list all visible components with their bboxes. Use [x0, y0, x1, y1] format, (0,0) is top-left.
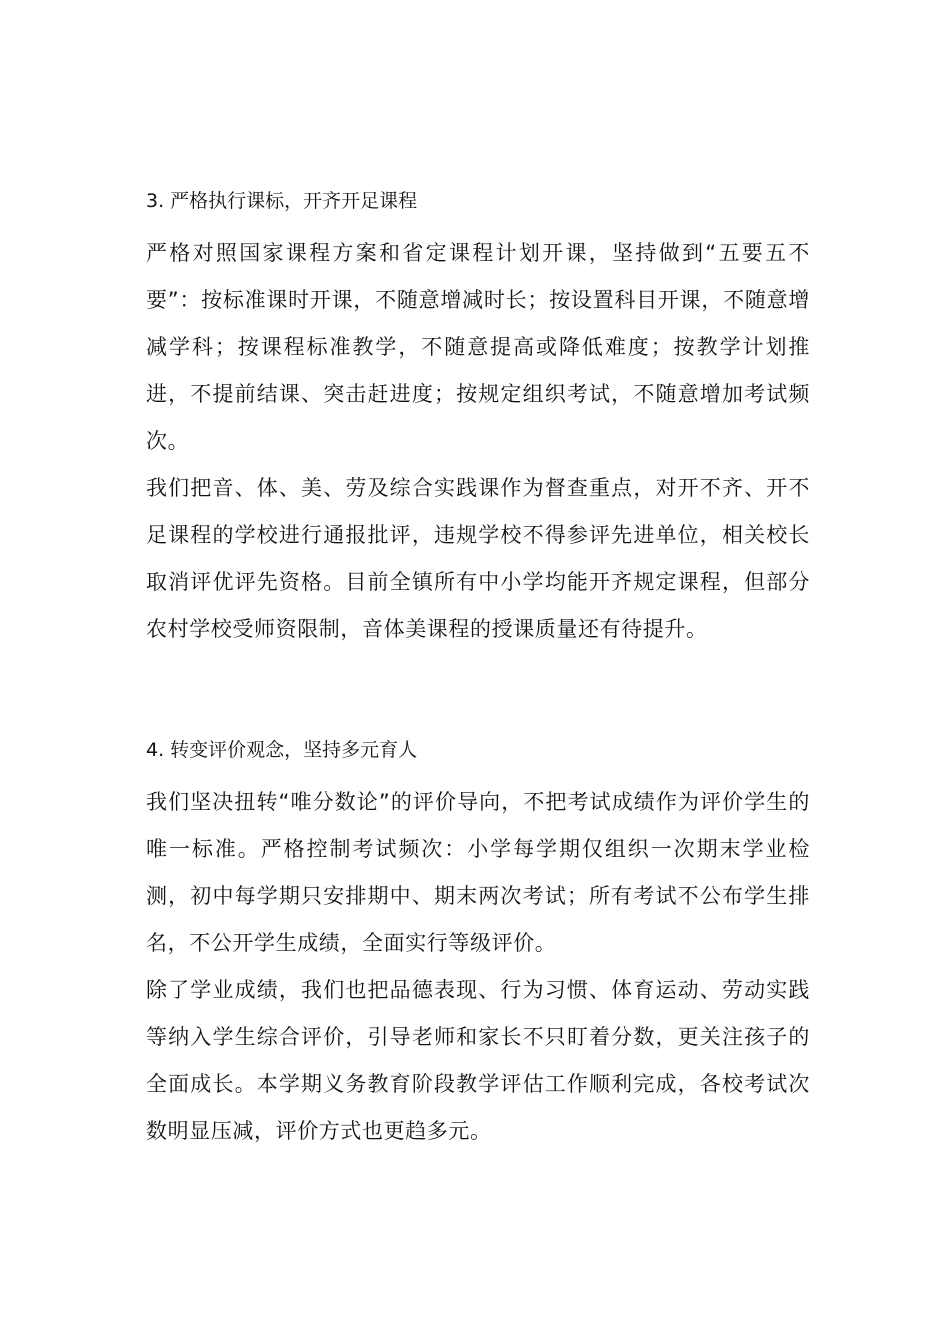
section-curriculum	[146, 181, 810, 653]
section-evaluation	[146, 730, 810, 1155]
section-heading: 4. 转变评价观念，坚持多元育人	[146, 739, 418, 761]
section-heading: 3. 严格执行课标，开齐开足课程	[146, 190, 418, 212]
paragraph: 严格对照国家课程方案和省定课程计划开课，坚持做到“五要五不要”：按标准课时开课，不随意增减时长；按设置科目开课，不随意增减学科；按课程标准教学，不随意提高或降低难度；按教学计划推进，不提前结课、突击赶进度；按规定组织考试，不随意增加考试频次。	[146, 241, 810, 453]
paragraph: 我们把音、体、美、劳及综合实践课作为督查重点，对开不齐、开不足课程的学校进行通报批评，违规学校不得参评先进单位，相关校长取消评优评先资格。目前全镇所有中小学均能开齐规定课程，但部分农村学校受师资限制，音体美课程的授课质量还有待提升。	[146, 476, 810, 641]
paragraph: 除了学业成绩，我们也把品德表现、行为习惯、体育运动、劳动实践等纳入学生综合评价，引导老师和家长不只盯着分数，更关注孩子的全面成长。本学期义务教育阶段教学评估工作顺利完成，各校考试次数明显压减，评价方式也更趋多元。	[146, 978, 810, 1143]
paragraph: 我们坚决扭转“唯分数论”的评价导向，不把考试成绩作为评价学生的唯一标准。严格控制考试频次：小学每学期仅组织一次期末学业检测，初中每学期只安排期中、期末两次考试；所有考试不公布学生排名，不公开学生成绩，全面实行等级评价。	[146, 790, 810, 955]
